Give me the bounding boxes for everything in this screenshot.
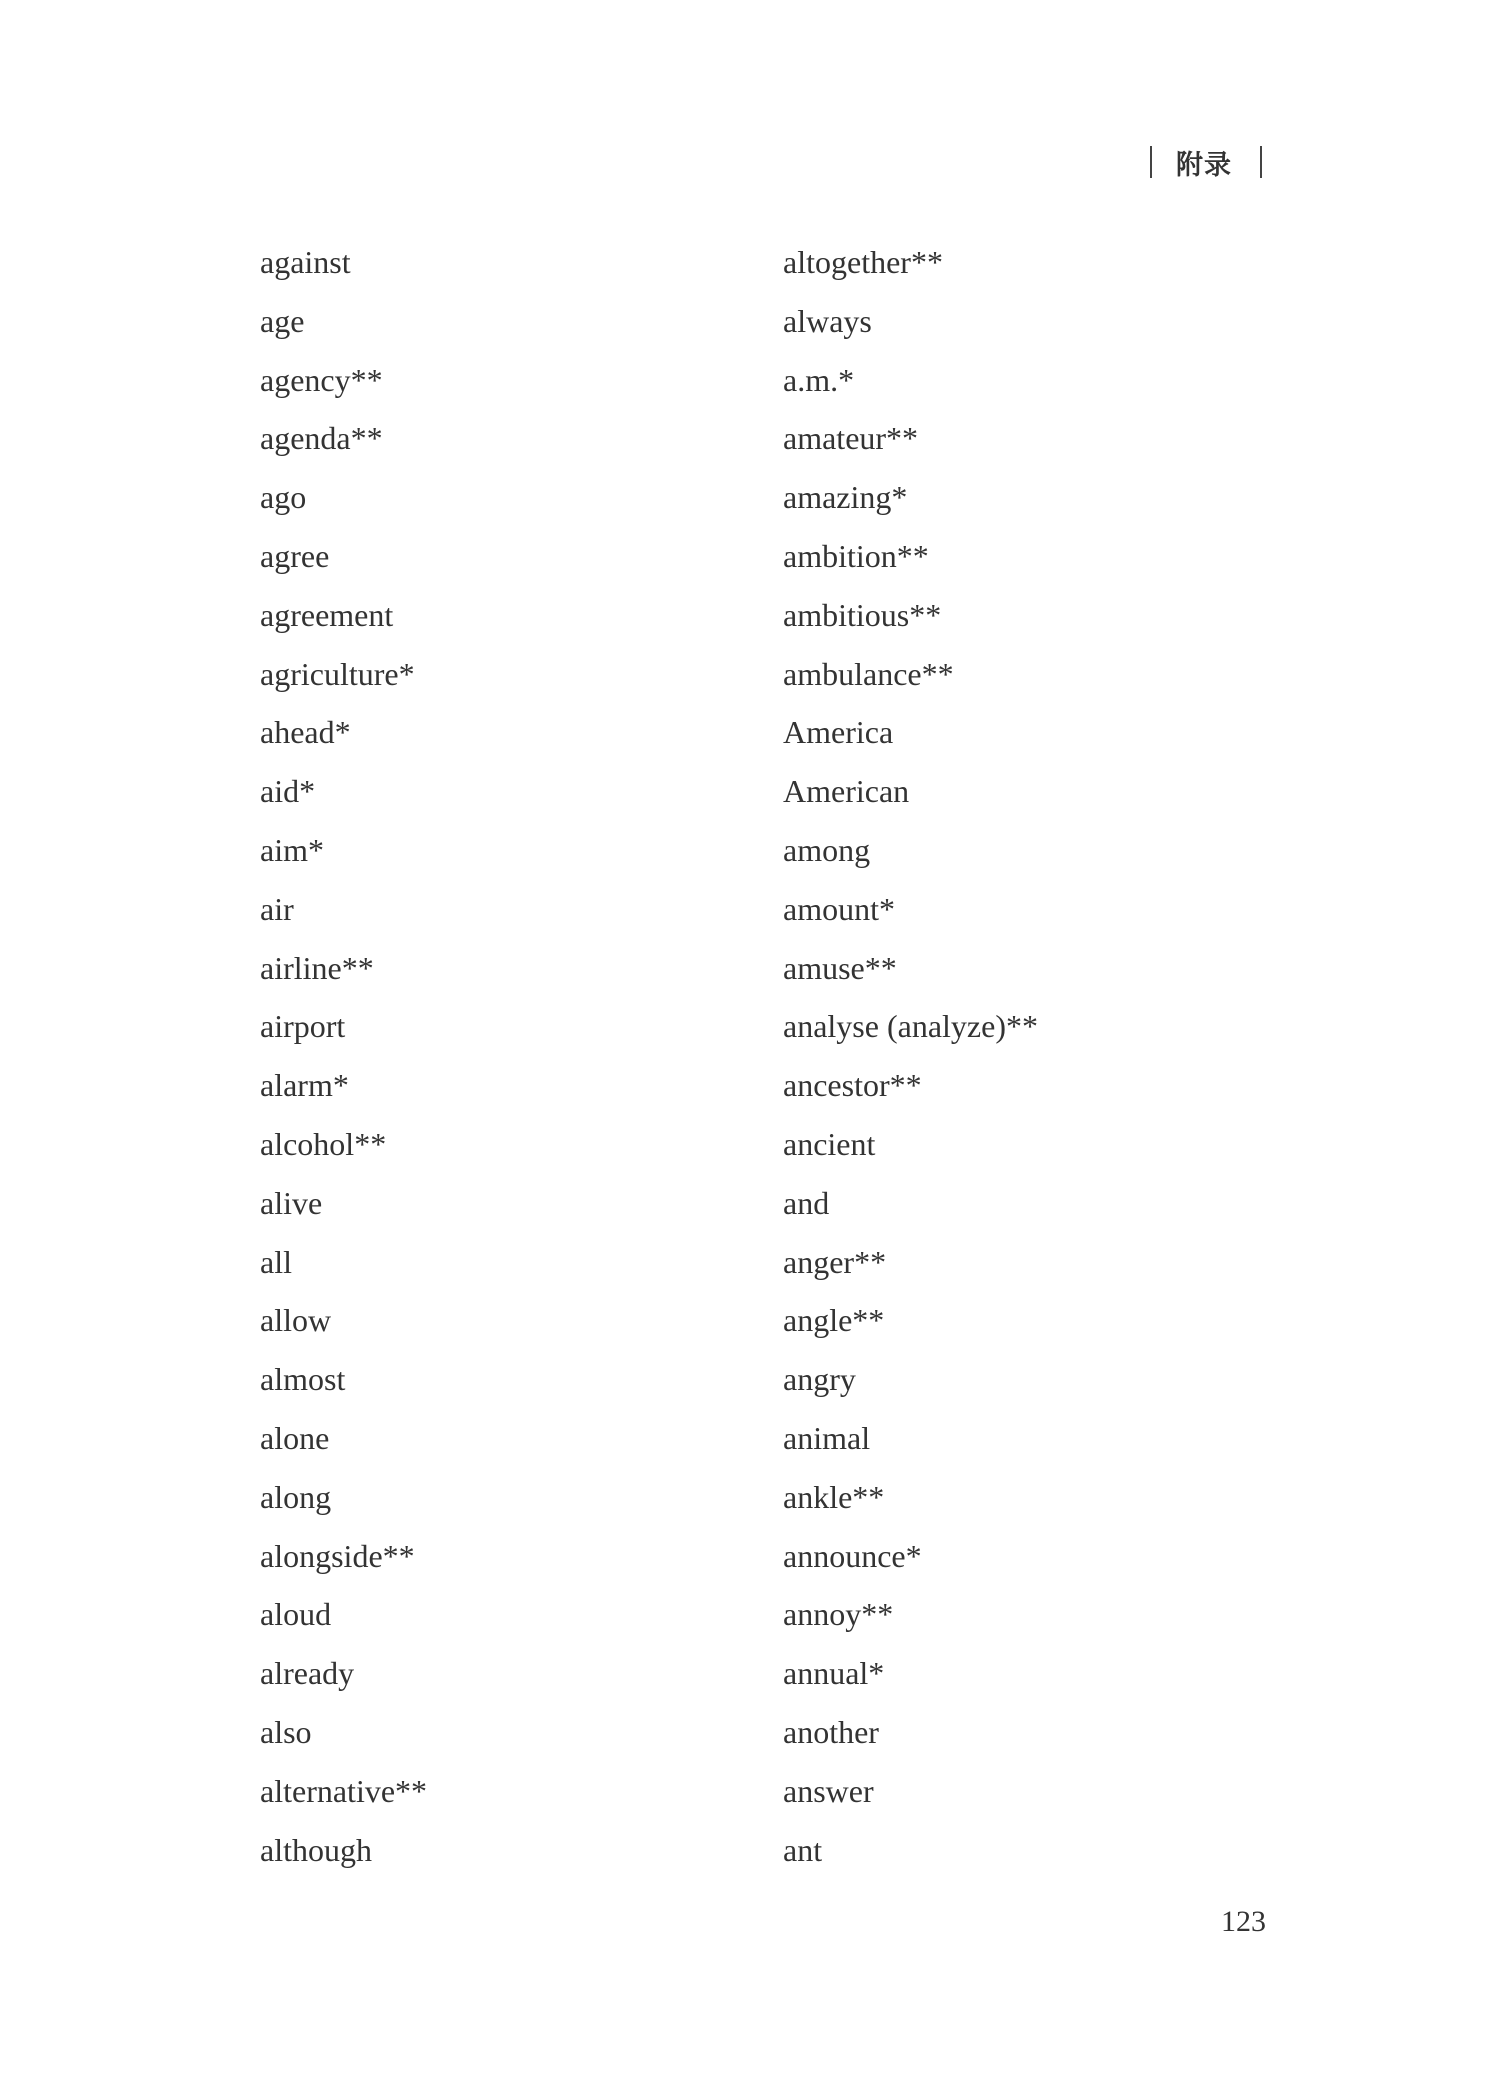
word-entry: announce* bbox=[783, 1537, 922, 1574]
word-entry: aim* bbox=[260, 831, 324, 868]
word-entry: almost bbox=[260, 1361, 346, 1398]
word-entry: ahead* bbox=[260, 714, 351, 751]
word-entry: among bbox=[783, 831, 871, 868]
word-entry: altogether** bbox=[783, 244, 943, 280]
word-entry: air bbox=[260, 890, 294, 927]
word-entry: ancestor** bbox=[783, 1067, 922, 1104]
word-entry: already bbox=[260, 1655, 355, 1692]
word-entry: agriculture* bbox=[260, 655, 415, 692]
word-entry: alcohol** bbox=[260, 1125, 387, 1162]
word-entry: aloud bbox=[260, 1596, 332, 1633]
word-entry: annual* bbox=[783, 1655, 885, 1692]
word-entry: analyse (analyze)** bbox=[783, 1008, 1038, 1045]
word-entry: agreement bbox=[260, 596, 394, 633]
word-entry: also bbox=[260, 1713, 312, 1750]
word-entry: American bbox=[783, 773, 910, 810]
word-column-right bbox=[783, 238, 1263, 1884]
word-entry: agenda** bbox=[260, 420, 383, 457]
page-number: 123 bbox=[1221, 1905, 1266, 1938]
header-title: 附录 bbox=[1176, 149, 1232, 181]
word-entry: alarm* bbox=[260, 1067, 349, 1104]
word-entry: against bbox=[260, 244, 351, 280]
word-entry: America bbox=[783, 714, 894, 751]
word-entry: aid* bbox=[260, 773, 316, 810]
word-entry: ant bbox=[783, 1831, 823, 1868]
running-header bbox=[1150, 138, 1290, 186]
word-entry: ancient bbox=[783, 1125, 876, 1162]
word-entry: although bbox=[260, 1831, 372, 1868]
word-entry: annoy** bbox=[783, 1596, 894, 1633]
word-entry: alternative** bbox=[260, 1772, 428, 1809]
word-entry: agency** bbox=[260, 361, 383, 398]
word-entry: anger** bbox=[783, 1243, 887, 1280]
word-entry: amuse** bbox=[783, 949, 897, 986]
word-entry: allow bbox=[260, 1302, 332, 1339]
word-entry: angry bbox=[783, 1361, 856, 1398]
word-entry: animal bbox=[783, 1419, 871, 1456]
word-entry: ambitious** bbox=[783, 596, 942, 633]
word-entry: alongside** bbox=[260, 1537, 415, 1574]
word-entry: airline** bbox=[260, 949, 374, 986]
word-entry: ago bbox=[260, 479, 307, 516]
word-entry: and bbox=[783, 1184, 830, 1221]
word-entry: alone bbox=[260, 1419, 330, 1456]
word-entry: always bbox=[783, 302, 872, 339]
header-divider-left bbox=[1150, 146, 1152, 178]
word-entry: amazing* bbox=[783, 479, 908, 516]
word-column-left bbox=[260, 238, 740, 1884]
word-entry: agree bbox=[260, 537, 330, 574]
word-entry: along bbox=[260, 1478, 332, 1515]
word-entry: ambulance** bbox=[783, 655, 954, 692]
word-entry: another bbox=[783, 1713, 879, 1750]
word-entry: amateur** bbox=[783, 420, 919, 457]
word-entry: ambition** bbox=[783, 537, 929, 574]
word-entry: alive bbox=[260, 1184, 323, 1221]
word-entry: angle** bbox=[783, 1302, 885, 1339]
word-entry: all bbox=[260, 1243, 292, 1280]
word-entry: ankle** bbox=[783, 1478, 885, 1515]
header-divider-right bbox=[1260, 146, 1262, 178]
word-entry: amount* bbox=[783, 890, 895, 927]
word-entry: airport bbox=[260, 1008, 346, 1045]
word-entry: answer bbox=[783, 1772, 874, 1809]
word-entry: a.m.* bbox=[783, 361, 855, 398]
word-entry: age bbox=[260, 302, 305, 339]
word-list bbox=[260, 238, 1260, 1878]
